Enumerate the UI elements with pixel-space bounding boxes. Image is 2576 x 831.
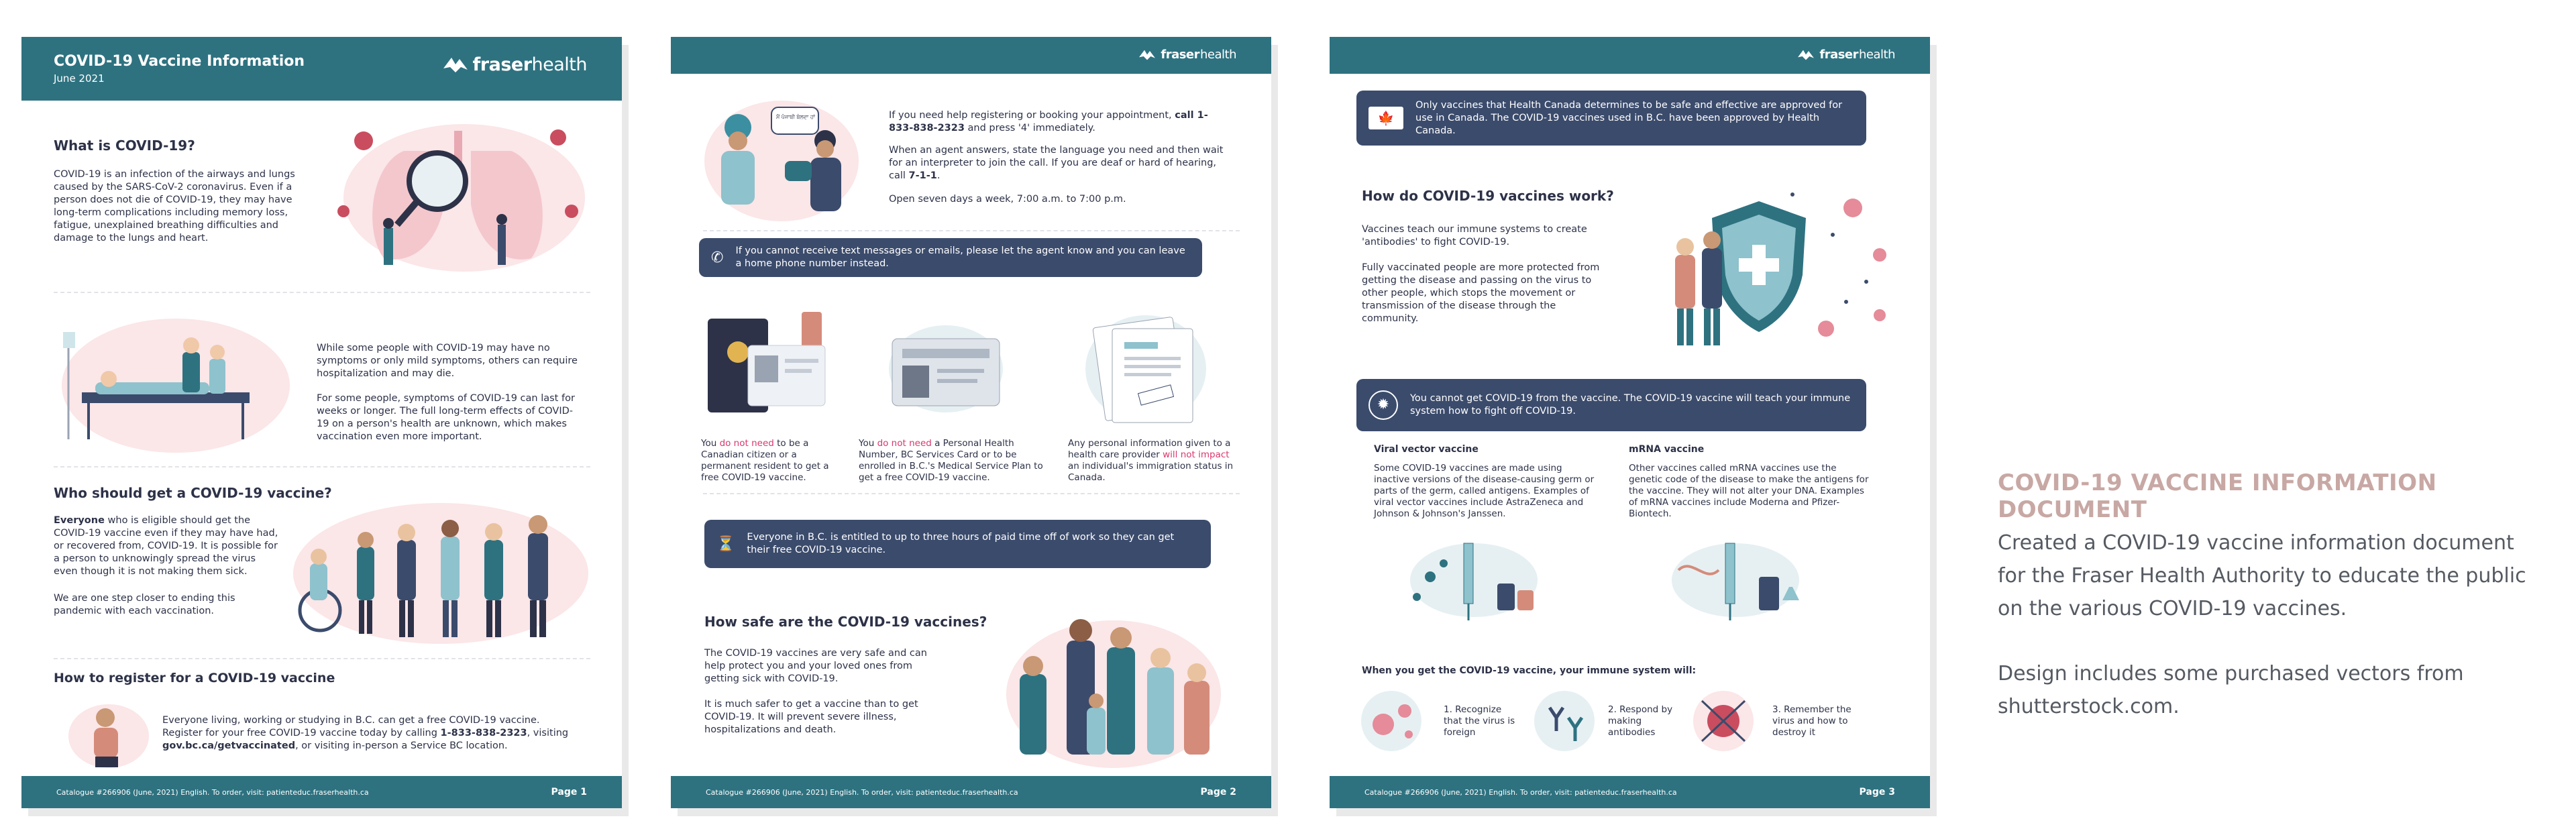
caption-2-highlight: do not need [877,438,932,449]
page-number: Page 3 [1859,787,1895,797]
cannot-get-covid-band [1356,379,1866,431]
page-1-footer [21,776,622,808]
register-phone: 1-833-838-2323 [440,728,527,738]
lungs-magnifier-illustration [317,111,598,278]
logo-text-fraser: fraser [1161,48,1200,62]
page-number: Page 2 [1200,787,1236,797]
project-credits: Design includes some purchased vectors from shutterstock.com. [1998,662,2464,718]
family-illustration [986,594,1241,775]
caption-3-b: an individual's immigration status in Canada. [1068,461,1234,483]
caption-1-a: You [701,438,720,449]
viral-vector-heading: Viral vector vaccine [1374,444,1479,455]
agent-number: 7-1-1 [908,170,937,181]
footer-catalogue: Catalogue #266906 (June, 2021) English. To order, visit: patienteduc.fraserhealth.ca [706,787,1018,797]
how-safe-text-1: The COVID-19 vaccines are very safe and can help protect you and your loved ones from getting sick with COVID-19. [704,648,927,684]
section-divider [703,230,1240,231]
caption-3-highlight: will not impact [1163,449,1230,460]
footer-catalogue: Catalogue #266906 (June, 2021) English. To order, visit: patienteduc.fraserhealth.ca [56,787,369,797]
phone-number-note-band [699,238,1202,277]
how-to-register-text [162,714,572,753]
fraser-health-logo [1138,48,1236,62]
how-vaccines-work-heading: How do COVID-19 vaccines work? [1362,188,1614,204]
page-3-footer [1330,776,1930,808]
page-3 [1330,37,1930,808]
section-divider [54,292,590,293]
agent-interpreter-text [889,144,1224,182]
step-3-text: 3. Remember the virus and how to destroy it [1772,704,1851,738]
fraser-health-logo-icon [1138,48,1157,62]
who-should-get-text [54,514,282,578]
hospital-bed-illustration [48,305,303,459]
mrna-heading: mRNA vaccine [1629,444,1705,455]
footer-catalogue: Catalogue #266906 (June, 2021) English. To order, visit: patienteduc.fraserhealth.ca [1364,787,1677,797]
citizen-caption [701,438,842,484]
step-2-text: 2. Respond by making antibodies [1608,704,1673,738]
agent-text-a: When an agent answers, state the language you need and then wait for an interpreter to join the call. If you are deaf or hard of hearing, call [889,145,1224,181]
approved-band-text: Only vaccines that Health Canada determines to be safe and effective are approved for use in Canada. The COVID-19 vaccines used in B.C. have been approved by Health Canada. [1415,99,1843,136]
register-text-c: , or visiting in-person a Service BC location. [295,740,508,751]
cannot-band-text: You cannot get COVID-19 from the vaccine. The COVID-19 vaccine will teach your immune system how to fight off COVID-19. [1410,393,1851,417]
mrna-text: Other vaccines called mRNA vaccines use the genetic code of the disease to make the antigens for the vaccine. They will not alter your DNA. Examples of mRNA vaccines include Moderna and Pfizer-Biontech. [1629,463,1869,519]
calendar-clock-icon: ⏳ [716,535,735,553]
page-2-footer [671,776,1271,808]
page-2-header [671,37,1271,74]
speech-bubble-text: ਮੈਂ ਪੰਜਾਬੀ ਬੋਲਦਾ ਹਾਂ [775,114,816,120]
page-number: Page 1 [551,787,587,797]
agent-text-b: . [936,170,941,181]
logo-text-fraser: fraser [1819,48,1859,62]
health-card-illustration [875,319,1010,419]
project-description: Created a COVID-19 vaccine information document for the Fraser Health Authority to educate the public on the various COVID-19 vaccines. [1998,531,2526,620]
help-booking-text [889,109,1224,135]
document-title: COVID-19 Vaccine Information [54,53,305,70]
register-url: gov.bc.ca/getvaccinated [162,740,296,751]
document-date: June 2021 [54,72,105,85]
help-text-b: and press '4' immediately. [964,123,1095,133]
help-text-a: If you need help registering or booking your appointment, [889,110,1175,121]
destroyed-virus-illustration [1688,687,1759,755]
fraser-health-logo [1796,48,1895,62]
phone-icon: ✆ [711,249,724,266]
fraser-health-logo-icon [1796,48,1815,62]
fraser-health-logo [442,54,587,75]
passport-id-illustration [701,305,835,433]
register-text-b: , visiting [527,728,569,738]
page-1 [21,37,622,808]
caption-3-a: Any personal information given to a health care provider [1068,438,1231,460]
fraser-health-logo-icon [442,55,469,75]
phone-band-text: If you cannot receive text messages or emails, please let the agent know and you can leave a home phone number instead. [735,245,1185,269]
logo-text-health: health [1859,48,1895,62]
health-number-caption [859,438,1053,484]
register-text-a: Everyone living, working or studying in B.C. can get a free COVID-19 vaccine. Register for your free COVID-19 vaccine today by calling [162,715,540,738]
health-canada-approved-band [1356,91,1866,146]
section-divider [703,493,1240,494]
page-3-header [1330,37,1930,74]
immune-system-heading: When you get the COVID-19 vaccine, your immune system will: [1362,665,1697,676]
immigration-caption [1068,438,1242,484]
antibodies-illustration [1529,687,1600,755]
time-band-text: Everyone in B.C. is entitled to up to three hours of paid time off of work so they can get their free COVID-19 vaccine. [747,532,1175,555]
virus-icon: ✹ [1368,390,1398,420]
how-vaccines-work-text-1: Vaccines teach our immune systems to create 'antibodies' to fight COVID-19. [1362,224,1587,247]
viral-vector-vaccine-illustration [1397,537,1551,624]
how-to-register-heading: How to register for a COVID-19 vaccine [54,671,335,685]
shield-people-illustration [1625,168,1907,362]
caption-2-b: a Personal Health Number, BC Services Card or to be enrolled in B.C.'s Medical Service Plan to get a free COVID-19 vaccine. [859,438,1043,483]
language-interpreter-illustration [684,87,879,228]
who-should-get-heading: Who should get a COVID-19 vaccine? [54,485,332,501]
what-is-covid-text: COVID-19 is an infection of the airways and lungs caused by the SARS-CoV-2 coronavirus. Even if a person does not die of COVID-19, they may have long-term complications including memory loss, fatigue, unexplained breathing difficulties and damage to the lungs and heart. [54,169,295,243]
person-on-phone-illustration [48,698,169,771]
canada-flag-icon: 🍁 [1368,107,1403,129]
mrna-vaccine-illustration [1658,537,1813,624]
diverse-people-illustration [280,483,602,651]
who-bold: Everyone [54,515,105,526]
section-divider [54,658,590,659]
project-title: COVID-19 VACCINE INFORMATION DOCUMENT [1998,469,2437,523]
one-step-closer-text: We are one step closer to ending this pandemic with each vaccination. [54,593,235,616]
symptoms-text-2: For some people, symptoms of COVID-19 can last for weeks or longer. The full long-term effects of COVID-19 on a person's health are unknown, which makes vaccination even more important. [317,393,575,442]
caption-1-b: to be a Canadian citizen or a permanent resident to get a free COVID-19 vaccine. [701,438,829,483]
documents-illustration [1072,309,1220,429]
logo-text-health: health [531,54,587,75]
caption-2-a: You [859,438,877,449]
help-phone: call 1-833-838-2323 [889,110,1208,133]
section-divider [54,466,590,467]
page-2 [671,37,1271,808]
page-1-header [21,37,622,101]
caption-1-highlight: do not need [719,438,774,449]
how-vaccines-work-text-2: Fully vaccinated people are more protected from getting the disease and passing on the virus to other people, which stops the movement or transmission of the disease through the community. [1362,262,1600,324]
paid-time-off-band [704,520,1211,568]
hours-text: Open seven days a week, 7:00 a.m. to 7:00 p.m. [889,194,1126,205]
virus-cells-illustration [1356,687,1427,755]
how-safe-text-2: It is much safer to get a vaccine than to get COVID-19. It will prevent severe illness, hospitalizations and death. [704,699,918,735]
symptoms-text-1: While some people with COVID-19 may have no symptoms or only mild symptoms, others can require hospitalization and may die. [317,343,578,379]
logo-text-health: health [1200,48,1236,62]
how-safe-heading: How safe are the COVID-19 vaccines? [704,614,987,630]
what-is-covid-heading: What is COVID-19? [54,137,195,154]
viral-vector-text: Some COVID-19 vaccines are made using inactive versions of the disease-causing germ or parts of the germ, called antigens. Examples of viral vector vaccines include AstraZeneca and Johnson & Johnson's Janssen. [1374,463,1595,519]
logo-text-fraser: fraser [472,54,532,75]
step-1-text: 1. Recognize that the virus is foreign [1444,704,1515,738]
who-body: who is eligible should get the COVID-19 vaccine even if they may have had, or recovered from, COVID-19. It is possible for a person to unknowingly spread the virus even though it is not making them sick. [54,515,278,577]
